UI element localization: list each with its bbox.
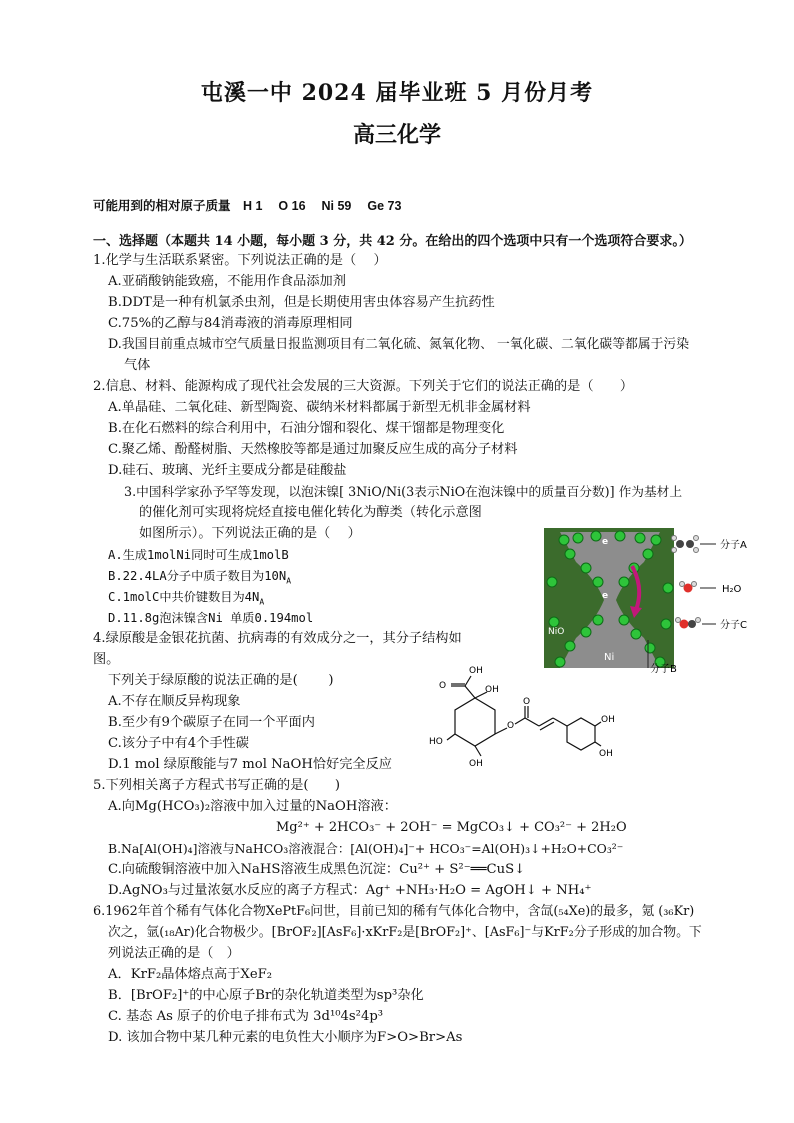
q5-option-b: B.Na[Al(OH)₄]溶液与NaHCO₃溶液混合：[Al(OH)₄]⁻+ HCO₃⁻=Al(OH)₃↓+H₂O+CO₃²⁻ xyxy=(108,841,624,856)
q5-stem: 5.下列相关离子方程式书写正确的是( ) xyxy=(93,778,341,793)
q1-option-c: C.75%的乙醇与84消毒液的消毒原理相同 xyxy=(108,316,353,331)
nio-label: NiO xyxy=(548,627,565,637)
q3-stem-cont2: 如图所示）。下列说法正确的是（ ） xyxy=(139,526,361,541)
q1-option-a: A.亚硝酸钠能致癌，不能用作食品添加剂 xyxy=(108,274,346,289)
q2-option-c: C.聚乙烯、酚醛树脂、天然橡胶等都是通过加聚反应生成的高分子材料 xyxy=(108,442,518,457)
water-label: H₂O xyxy=(722,584,742,595)
q6-option-b: B．[BrOF₂]⁺的中心原子Br的杂化轨道类型为sp³杂化 xyxy=(108,988,424,1003)
q3-stem-cont: 的催化剂可实现将烷烃直接电催化转化为醇类（转化示意图 xyxy=(139,505,482,520)
q4-option-c: C.该分子中有4个手性碳 xyxy=(108,736,249,751)
q1-option-d: D.我国目前重点城市空气质量日报监测项目有二氧化硫、氮氧化物、 一氧化碳、二氧化碳等都属于污染 xyxy=(108,337,690,352)
q6-option-a: A．KrF₂晶体熔点高于XeF₂ xyxy=(108,967,273,982)
q6-option-c: C. 基态 As 原子的价电子排布式为 3d¹⁰4s²4p³ xyxy=(108,1009,384,1024)
q3-option-b: B.22.4LA分子中质子数目为$10N_A$ xyxy=(108,569,292,586)
exam-subtitle: 高三化学 xyxy=(352,122,441,148)
q1-stem: 1.化学与生活联系紧密。下列说法正确的是（ ） xyxy=(93,253,387,268)
q5-option-c: C.向硫酸铜溶液中加入NaHS溶液生成黑色沉淀：Cu²⁺ + S²⁻══CuS↓ xyxy=(108,862,526,877)
exam-title: 屯溪一中 2024 届毕业班 5 月份月考 xyxy=(200,80,594,106)
o-label-1: O xyxy=(439,681,447,691)
q4-option-b: B.至少有9个碳原子在同一个平面内 xyxy=(108,715,315,730)
chlorogenic-acid-structure xyxy=(425,664,615,769)
q4-option-d: D.1 mol 绿原酸能与7 mol NaOH恰好完全反应 xyxy=(108,757,392,772)
electron-label-2: e xyxy=(602,591,609,601)
q3-option-a: A.生成1molNi同时可生成1molB xyxy=(108,548,289,562)
q2-stem: 2.信息、材料、能源构成了现代社会发展的三大资源。下列关于它们的说法正确的是（ ） xyxy=(93,379,634,394)
q4-stem: 4.绿原酸是金银花抗菌、抗病毒的有效成分之一，其分子结构如 xyxy=(93,631,462,646)
electron-label: e xyxy=(602,537,609,547)
q5-option-a-equation: Mg²⁺ + 2HCO₃⁻ + 2OH⁻ = MgCO₃↓ + CO₃²⁻ + 2H₂O xyxy=(276,820,627,835)
oh-label-5: OH xyxy=(469,759,483,769)
molecule-c-label: 分子C xyxy=(720,620,747,631)
ni-label: Ni xyxy=(604,652,615,663)
oh-label-3: OH xyxy=(601,715,615,725)
molecule-water xyxy=(680,582,697,593)
q4-stem-cont: 图。 xyxy=(93,652,120,667)
q6-option-d: D. 该加合物中某几种元素的电负性大小顺序为F>O>Br>As xyxy=(108,1030,463,1045)
section-heading: 一、选择题（本题共 14 小题，每小题 3 分，共 42 分。在给出的四个选项中只有一个选项符合要求。） xyxy=(93,234,692,249)
oh-label-1: OH xyxy=(469,666,483,676)
q5-option-d: D.AgNO₃与过量浓氨水反应的离子方程式：Ag⁺ +NH₃·H₂O = AgOH↓ + NH₄⁺ xyxy=(108,883,592,898)
molecule-b-label: 分子B xyxy=(650,664,677,674)
q6-stem-cont: 次之，氩(₁₈Ar)化合物极少。[BrOF₂][AsF₆]·xKrF₂是[BrOF₂]⁺、[AsF₆]⁻与KrF₂分子形成的加合物。下 xyxy=(108,925,702,940)
q2-option-d: D.硅石、玻璃、光纤主要成分都是硅酸盐 xyxy=(108,463,347,478)
molecule-a xyxy=(672,536,699,553)
q1-option-b: B.DDT是一种有机氯杀虫剂，但是长期使用害虫体容易产生抗药性 xyxy=(108,295,495,310)
o-label-2: O xyxy=(507,721,515,731)
ho-label-1: HO xyxy=(429,737,443,747)
q1-option-d-cont: 气体 xyxy=(124,358,151,373)
molecule-c xyxy=(676,618,701,629)
molecule-a-label: 分子A xyxy=(720,540,747,551)
oh-label-2: OH xyxy=(485,685,499,695)
q3-option-d: D.11.8g泡沫镍含Ni 单质0.194mol xyxy=(108,611,314,625)
q3-stem: 3.中国科学家孙予罕等发现，以泡沫镍[ 3NiO/Ni(3表示NiO在泡沫镍中的质量百分数)] 作为基材上 xyxy=(124,484,683,499)
q6-stem-cont2: 列说法正确的是（ ） xyxy=(108,946,240,961)
q5-option-a: A.向Mg(HCO₃)₂溶液中加入过量的NaOH溶液： xyxy=(108,799,397,814)
q6-stem: 6.1962年首个稀有气体化合物XePtF₆问世，目前已知的稀有气体化合物中，含氙(₅₄Xe)的最多，氪 (₃₆Kr) xyxy=(93,904,695,919)
o-label-3: O xyxy=(523,697,531,707)
q3-option-c: C.1molC中共价键数目为$4N_A$ xyxy=(108,590,265,607)
q2-option-b: B.在化石燃料的综合利用中，石油分馏和裂化、煤干馏都是物理变化 xyxy=(108,421,505,436)
atomic-masses: 可能用到的相对原子质量 H 1 O 16 Ni 59 Ge 73 xyxy=(93,199,402,213)
catalyst-figure xyxy=(540,522,785,674)
q4-stem-question: 下列关于绿原酸的说法正确的是( ) xyxy=(108,673,334,688)
oh-label-4: OH xyxy=(599,749,613,759)
structure-bonds xyxy=(447,676,601,756)
q4-option-a: A.不存在顺反异构现象 xyxy=(108,694,241,709)
q2-option-a: A.单晶硅、二氧化硅、新型陶瓷、碳纳米材料都属于新型无机非金属材料 xyxy=(108,400,531,415)
